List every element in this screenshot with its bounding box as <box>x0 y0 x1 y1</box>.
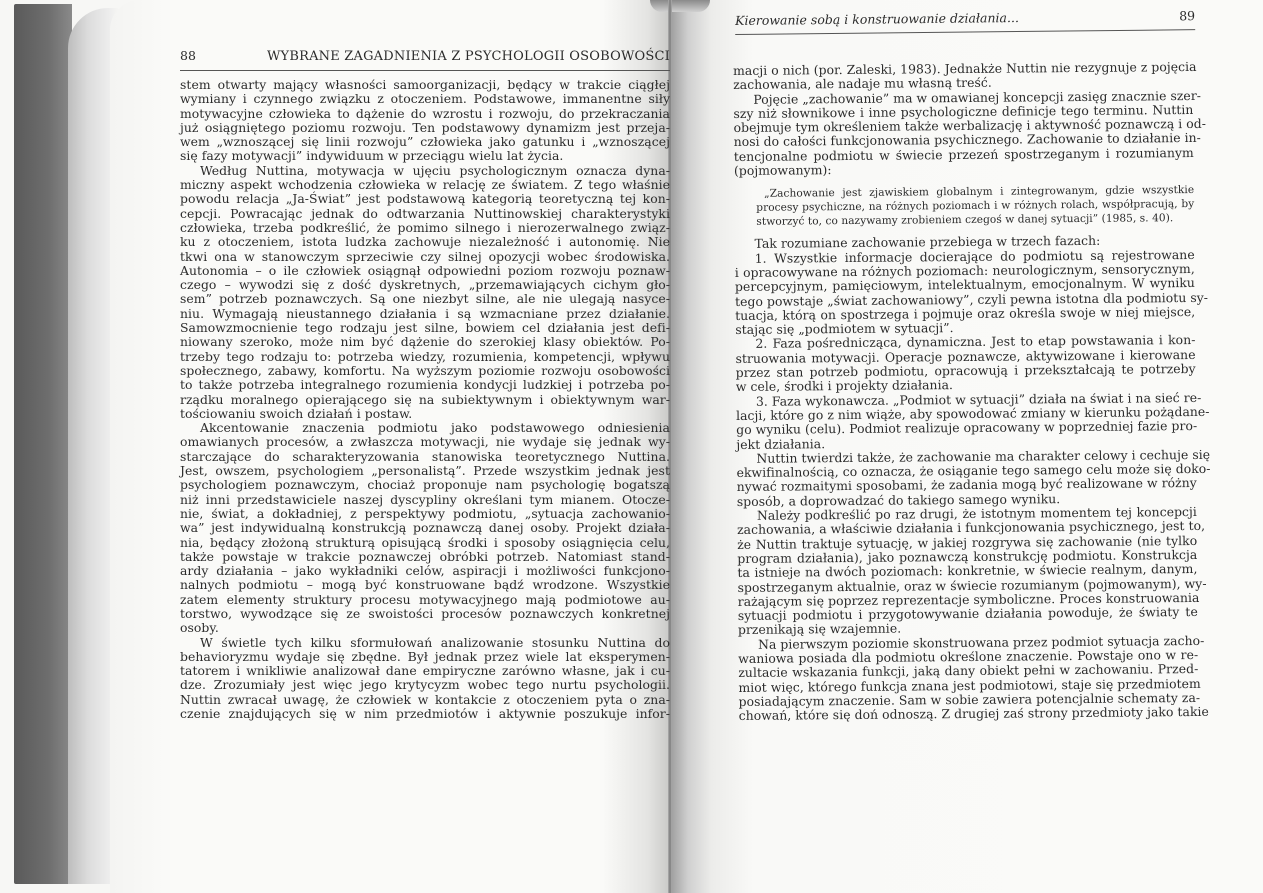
text-line: osoby. <box>180 620 219 636</box>
text-line: ardy działania – jako wykładniki celów, aspiracji i możliwości funkcjono- <box>180 563 670 579</box>
text-line: tatorem i wnikliwie analizował dane empiryczne zarówno własne, jak i cu- <box>180 663 670 679</box>
text-line: i opracowywane na różnych poziomach: neurologicznym, sensorycznym, <box>734 260 1195 280</box>
left-page-body <box>180 78 670 721</box>
text-line: wa” jest indywidualną konstrukcją poznawczą danej osoby. Projekt działa- <box>180 520 670 536</box>
text-line: społecznego, zabawy, komfortu. Na wyższym poziomie rozwoju osobowości <box>180 362 670 378</box>
book-spine-top <box>650 0 710 12</box>
text-line: stworzyć to, co nazywamy zrobieniem czegoś w danej sytuacji” (1985, s. 40). <box>756 212 1174 229</box>
text-line: ekwifinalnością, co oznacza, że osiąganie tego samego celu może się doko- <box>736 460 1211 481</box>
text-line: niowany szeroko, może nim być dążenie do szerokiej klasy obiektów. Po- <box>180 334 670 350</box>
text-line: w cele, środki i projekty działania. <box>735 377 954 395</box>
text-line: się fazy motywacji” indywiduum w przeciągu wielu lat życia. <box>180 148 564 164</box>
text-line: Akcentowanie znaczenia podmiotu jako podstawowego odniesienia <box>200 420 670 436</box>
text-line: zultacie wskazania funkcji, jaką dany obiekt pełni w zachowaniu. Przed- <box>738 661 1199 681</box>
text-line: wymiany i czynnego związku z otoczeniem. Podstawowe, immanentne siły <box>180 91 670 107</box>
text-line: tościowaniu swoich działań i postaw. <box>180 405 413 421</box>
right-page-body <box>732 58 1211 724</box>
text-line: Autonomia – o ile człowiek osiągnął odpowiedni poziom rozwoju poznaw- <box>180 262 670 278</box>
scanner-edge-shadow <box>14 4 72 884</box>
text-line: Samowzmocnienie tego rodzaju jest silne, bowiem cel działania jest defi- <box>180 320 670 336</box>
text-line: niu. Wymagają nieustannego działania i są wzmacniane przez działanie. <box>180 305 670 321</box>
text-line: miczny aspekt wchodzenia człowieka w relację ze światem. Z tego właśnie <box>180 177 670 193</box>
text-line: człowieka, trzeba podkreślić, że pomimo silnego i nierozerwalnego związ- <box>180 219 670 235</box>
text-line: percepcyjnym, pamięciowym, intelektualnym, emocjonalnym. W wyniku <box>734 275 1195 295</box>
text-line: nie, świat, a dokładniej, z perspektywy podmiotu, „sytuacja zachowanio- <box>180 505 670 521</box>
text-line: jekt działania. <box>736 435 826 452</box>
text-line: szy niż słownikowe i inne psychologiczne definicje tego terminu. Nuttin <box>733 101 1194 121</box>
text-line: rażającym się poprzez reprezentacje symboliczne. Proces konstruowania <box>737 589 1200 609</box>
left-page-number: 88 <box>180 48 196 63</box>
text-line: 1. Wszystkie informacje docierające do podmiotu są rejestrowane <box>754 246 1195 266</box>
text-line: tencjonalne podmiotu w świecie przezeń spostrzeganym i rozumianym <box>733 144 1194 164</box>
text-line: torstwo, wywodzące się ze swoistości procesów poznawczych konkretnej <box>180 605 670 621</box>
text-line: tego powstaje „świat zachowaniowy”, czyli pewna istotna dla podmiotu sy- <box>735 289 1209 309</box>
text-line: Tak rozumiane zachowanie przebiega w trzech fazach: <box>754 233 1101 252</box>
text-line: Na pierwszym poziomie skonstruowana przez podmiot sytuacja zacho- <box>757 632 1205 652</box>
text-line: przenikają się wzajemnie. <box>737 620 902 638</box>
text-line: procesy psychiczne, na różnych poziomach i w różnych rolach, współpracują, by <box>756 198 1195 215</box>
text-line: motywacyjne człowieka to dążenie do wzrostu i rozwoju, do przekraczania <box>180 105 670 121</box>
text-line: zachowania, a właściwie działania i funkcjonowania psychicznego, jest to, <box>736 518 1206 538</box>
text-line: miot więc, którego funkcja znana jest podmiotowi, staje się przedmiotem <box>738 675 1201 695</box>
right-running-title: Kierowanie sobą i konstruowanie działania... <box>735 10 1019 28</box>
text-line: chowań, które się doń odnoszą. Z drugiej zaś strony przedmioty jako takie <box>738 704 1209 724</box>
text-line: 2. Faza pośrednicząca, dynamiczna. Jest to etap powstawania i kon- <box>755 332 1196 352</box>
text-line: waniowa posiada dla podmiotu określone znaczenie. Powstaje ono w re- <box>738 646 1199 666</box>
text-line: posiadającym znaczenie. Sam w sobie zawiera potencjalnie schematy za- <box>738 689 1201 709</box>
text-line: tuacja, którą on spostrzega i pojmuje oraz określa swoje w niej miejsce, <box>735 303 1196 323</box>
text-line: przez stan potrzeb podmiotu, opracowują i przekształcają te potrzeby <box>735 361 1196 381</box>
text-line: nia, będący złożoną strukturą opisującą środki i sposoby osiągnięcia celu, <box>180 534 670 550</box>
text-line: program działania), jako poznawczą konstrukcję podmiotu. Konstrukcja <box>737 546 1198 566</box>
text-line: zachowania, ale nadaje mu własną treść. <box>733 75 992 93</box>
text-line: cepcji. Powracając jednak do odtwarzania Nuttinowskiej charakterystyki <box>180 205 670 221</box>
text-line: „Zachowanie jest zjawiskiem globalnym i zintegrowanym, gdzie wszystkie <box>764 184 1195 201</box>
text-line: nosi do całości funkcjonowania psychicznego. Zachowanie to działanie in- <box>733 130 1201 150</box>
text-line: go wyniku (celu). Podmiot realizuje opracowany w poprzedniej fazie pro- <box>736 418 1198 438</box>
text-line: behavioryzmu wydaje się zbędne. Był jednak przez wiele lat eksperymen- <box>180 648 670 664</box>
text-line: starczające do scharakteryzowania stanowiska teoretycznego Nuttina. <box>180 448 670 464</box>
text-line: ku z otoczeniem, istota ludzka zachowuje niezależność i autonomię. Nie <box>180 234 670 250</box>
block-quote <box>734 183 1194 229</box>
text-line: stem otwarty mający własności samoorganizacji, będący w trakcie ciągłej <box>180 77 670 92</box>
text-line: stając się „podmiotem w sytuacji”. <box>735 320 954 338</box>
text-line: już osiągniętego poziomu rozwoju. Ten podstawowy dynamizm jest przeja- <box>180 119 670 135</box>
text-line: nywać rozmaitymi sposobami, że zadania mogą być realizowane w różny <box>736 475 1197 495</box>
text-line: lacji, które go z nim wiąże, aby spowodować zmiany w kierunku pożądane- <box>736 403 1210 423</box>
text-line: powodu relacja „Ja-Świat” jest podstawową kategorią teoretyczną tej kon- <box>180 191 670 207</box>
text-line: Nuttin zwracał uwagę, że człowiek w kontakcie z otoczeniem pyta o zna- <box>180 691 670 707</box>
text-line: sposób, a doprowadzać do takiego samego wyniku. <box>736 490 1061 509</box>
text-line: rządku moralnego opierającego się na subiektywnym i obiektywnym war- <box>180 391 670 407</box>
text-line: spostrzeganym aktualnie, oraz w świecie rozumianym (pojmowanym), wy- <box>737 575 1207 595</box>
text-line: macji o nich (por. Zaleski, 1983). Jednakże Nuttin nie rezygnuje z pojęcia <box>732 58 1197 78</box>
text-line: obejmuje tym określeniem także werbalizację i aktywność poznawczą i od- <box>733 116 1207 136</box>
text-line: czego – wywodzi się z dość dyskretnych, „przemawiających cichym gło- <box>180 277 670 293</box>
text-line: trzeby tego rodzaju to: potrzeba wiedzy, rozumienia, kompetencji, wpływu <box>180 348 670 364</box>
right-body-before-quote <box>732 58 1207 179</box>
text-line: Według Nuttina, motywacja w ujęciu psychologicznym oznacza dyna- <box>200 162 670 178</box>
right-page-number: 89 <box>1179 8 1196 24</box>
text-line: Należy podkreślić po raz drugi, że istotnym momentem tej koncepcji <box>756 503 1197 523</box>
text-line: struowania motywacji. Operacje poznawcze, aktywizowane i kierowane <box>735 346 1196 366</box>
text-line: zatem elementy struktury procesu motywacyjnego mają podmiotowe au- <box>180 591 670 607</box>
text-line: omawianych procesów, a zwłaszcza motywacji, nie wydaje się jednak wy- <box>180 434 670 450</box>
right-body-after-quote <box>734 233 1211 724</box>
text-line: także powstaje w trakcie poznawczej obróbki potrzeb. Natomiast stand- <box>180 548 670 564</box>
text-line: tkwi ona w stanowczym sprzeciwie czy silnej opozycji wobec środowiska. <box>180 248 670 264</box>
text-line: czenie znajdujących się w nim przedmiotów i aktywnie poszukuje infor- <box>180 706 670 722</box>
text-line: Jest, owszem, psychologiem „personalistą”. Przede wszystkim jednak jest <box>180 463 670 479</box>
text-line: nalnych podmiotu – mogą być konstruowane bądź wrodzone. Wszystkie <box>180 577 670 593</box>
text-line: Nuttin twierdzi także, że zachowanie ma charakter celowy i cechuje się <box>756 446 1211 466</box>
text-line: niż inni przedstawiciele naszej dyscypliny określani tym mianem. Otocze- <box>180 491 670 507</box>
text-line: 3. Faza wykonawcza. „Podmiot w sytuacji” działa na świat i na sieć re- <box>755 389 1202 409</box>
left-page-header <box>180 48 670 71</box>
text-line: sytuacji podmiotu i przygotowywanie działania powoduje, że światy te <box>737 604 1198 624</box>
text-line: to także potrzeba integralnego rozumienia kondycji ludzkiej i potrzeba po- <box>180 377 670 393</box>
text-line: W świetle tych kilku sformułowań analizowanie stosunku Nuttina do <box>200 634 670 650</box>
text-line: dze. Zrozumiały jest więc jego krytycyzm wobec tego nurtu psychologii. <box>180 677 670 693</box>
text-line: wem „wznoszącej się linii rozwoju” człowieka jako gatunku i „wznoszącej <box>180 134 670 150</box>
text-line: (pojmowanym): <box>733 162 832 179</box>
text-line: ta istnieje na dwóch poziomach: konkretnie, w świecie realnym, danym, <box>737 561 1198 581</box>
text-line: psychologiem poznawczym, chociaż proponuje nam psychologię bogatszą <box>180 477 670 493</box>
text-line: Pojęcie „zachowanie” ma w omawianej koncepcji zasięg znacznie szer- <box>753 87 1202 107</box>
text-line: że Nuttin traktuje sytuację, w jakiej rozgrywa się zachowanie (nie tylko <box>737 532 1198 552</box>
left-running-title: WYBRANE ZAGADNIENIA Z PSYCHOLOGII OSOBOWOŚCI <box>267 49 670 64</box>
text-line: sem” potrzeb poznawczych. Są one niezbyt silne, ale nie ulegają nasyce- <box>180 291 670 307</box>
